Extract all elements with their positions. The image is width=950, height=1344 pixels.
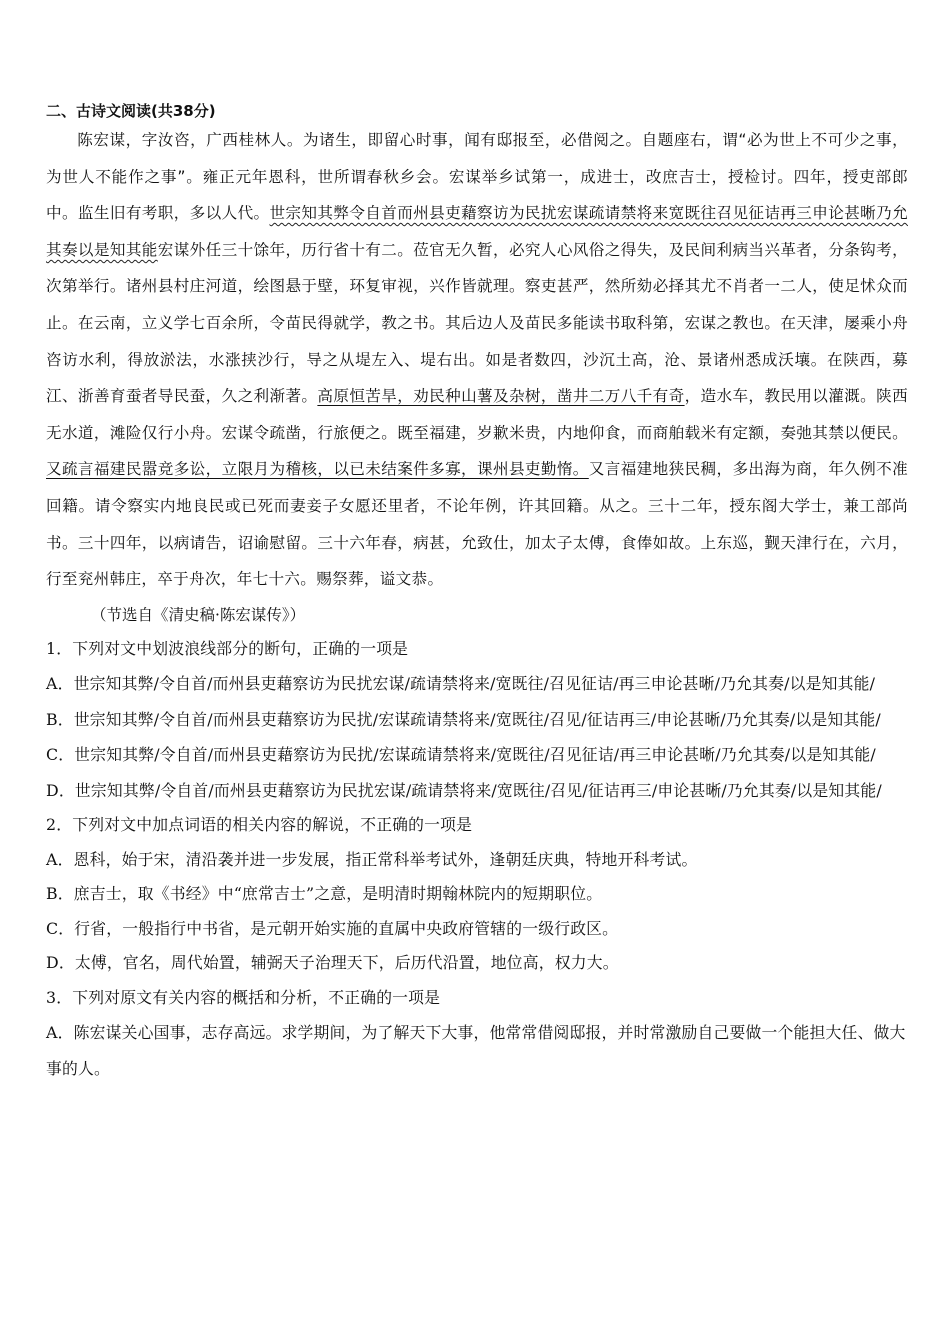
passage-text bbox=[46, 122, 908, 598]
question-3-option-a: A．陈宏谋关心国事，志存高远。求学期间，为了解天下大事，他常常借阅邸报，并时常激励自己要做一个能担大任、做大事的人。 bbox=[46, 1023, 906, 1078]
passage-part-1: 陈宏谋，字汝咨，广西桂林人。为诸生，即留心时事，闻有邸报至，必借阅之。自题座右，谓“必为世上不可少之事，为世人不能作之事”。雍正元年恩科，世所谓春秋乡会。宏谋举乡试第一，成进士，改庶吉士，授检讨。四年，授吏部郎中。监生旧有考职，多以人代。 bbox=[46, 131, 908, 223]
underlined-sentence-2: 又疏言福建民嚣竞多讼，立限月为稽核，以已未结案件多寡，课州县吏勤惰。 bbox=[46, 460, 589, 479]
question-1-stem: 1．下列对文中划波浪线部分的断句，正确的一项是 bbox=[46, 638, 409, 658]
underlined-sentence-1: 高原恒苦旱，劝民种山薯及杂树，凿井二万八千有奇 bbox=[317, 387, 685, 406]
question-1-option-b: B．世宗知其弊/令自首/而州县吏藉察访为民扰/宏谋疏请禁将来/宽既往/召见/征诘再三/申论甚晰/乃允其奏/以是知其能/ bbox=[46, 709, 881, 729]
passage-source: （节选自《清史稿·陈宏谋传》） bbox=[91, 605, 306, 624]
passage-part-4: 又言福建地狭民稠，多出海为商，年久例不准回籍。请令察实内地良民或已死而妻妾子女愿还里者，不论年例，许其回籍。从之。三十二年，授东阁大学士，兼工部尚书。三十四年，以病请告，诏谕慰留。三十六年春，病甚，允致仕，加太子太傅，食俸如故。上东巡，觐天津行在，六月，行至兖州韩庄，卒于舟次，年七十六。赐祭葬，谥文恭。 bbox=[46, 460, 908, 589]
question-2-option-d: D．太傅，官名，周代始置，辅弼天子治理天下，后历代沿置，地位高，权力大。 bbox=[46, 953, 619, 973]
exam-page bbox=[46, 100, 908, 1086]
question-2-option-c: C．行省，一般指行中书省，是元朝开始实施的直属中央政府管辖的一级行政区。 bbox=[46, 918, 619, 938]
question-2-stem: 2．下列对文中加点词语的相关内容的解说，不正确的一项是 bbox=[46, 815, 473, 835]
question-2-option-a: A．恩科，始于宋，清沿袭并进一步发展，指正常科举考试外，逢朝廷庆典，特地开科考试。 bbox=[46, 849, 698, 869]
question-3-stem: 3．下列对原文有关内容的概括和分析，不正确的一项是 bbox=[46, 987, 441, 1007]
passage-part-2: 宏谋外任三十馀年，历行省十有二。莅官无久暂，必究人心风俗之得失，及民间利病当兴革者，分条钩考，次第举行。诸州县村庄河道，绘图悬于壁，环复审视，兴作皆就理。察吏甚严，然所劾必择其尤不肖者一二人，使足怵众而止。在云南，立义学七百余所，令苗民得就学，教之书。其后边人及苗民多能读书取科第，宏谋之教也。在天津，屡乘小舟咨访水利，得放淤法，水涨挟沙行，导之从堤左入、堤右出。如是者数四，沙沉土高，沧、景诸州悉成沃壤。在陕西，募江、浙善育蚕者导民蚕，久之利渐著。 bbox=[46, 240, 908, 406]
question-2-option-b: B．庶吉士，取《书经》中“庶常吉士”之意，是明清时期翰林院内的短期职位。 bbox=[46, 884, 603, 904]
question-1-option-a: A．世宗知其弊/令自首/而州县吏藉察访为民扰宏谋/疏请禁将来/宽既往/召见征诘/再三申论甚晰/乃允其奏/以是知其能/ bbox=[46, 674, 876, 694]
section-title: 二、古诗文阅读(共38分) bbox=[46, 102, 216, 120]
wavy-underlined-sentence: 世宗知其弊令自首而州县吏藉察访为民扰宏谋疏请禁将来宽既往召见征诘再三申论甚晰乃允其奏以是知其能 bbox=[46, 204, 908, 259]
question-1-option-d: D．世宗知其弊/令自首/而州县吏藉察访为民扰宏谋/疏请禁将来/宽既往/召见/征诘再三/申论甚晰/乃允其奏/以是知其能/ bbox=[46, 780, 882, 800]
question-1-option-c: C．世宗知其弊/令自首/而州县吏藉察访为民扰/宏谋疏请禁将来/宽既往/召见征诘/再三申论甚晰/乃允其奏/以是知其能/ bbox=[46, 745, 876, 765]
passage-part-3: ，造水车，教民用以灌溉。陕西无水道，滩险仅行小舟。宏谋令疏凿，行旅便之。既至福建，岁歉米贵，内地仰食，而商舶载米有定额，奏弛其禁以便民。 bbox=[46, 387, 908, 442]
